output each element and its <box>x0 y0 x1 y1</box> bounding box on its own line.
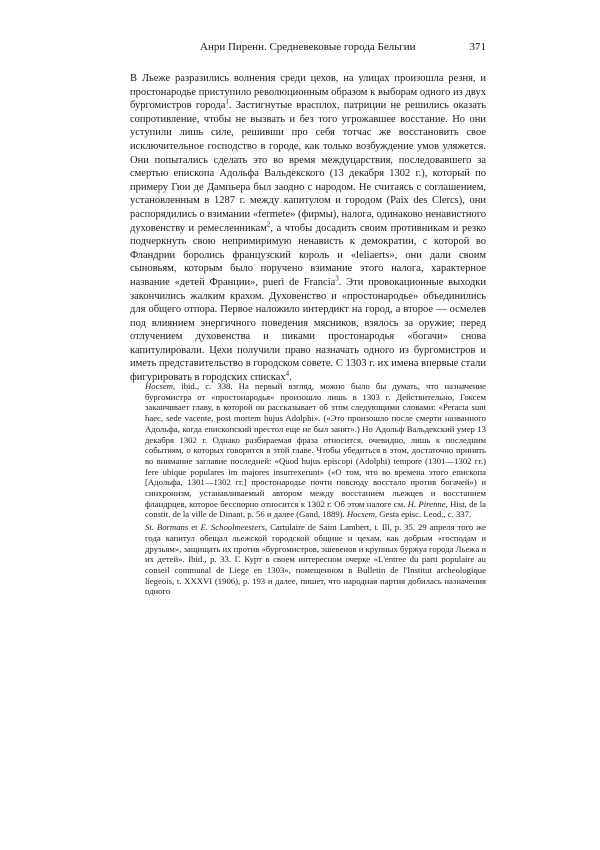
footnote-ref-3: 3 <box>335 274 339 283</box>
footnote-2 <box>145 522 486 597</box>
body-text: . Застигнутые врасплох, патриции не решились оказать сопротивление, чтобы не вызвать и без того угрожавшее восстание. Но они уступили лишь силе, решивши про себя тотчас же восстановить свое исключительное господство в городе, как только возбуждение умов уляжется. Они попытались сделать это во время междуцарствия, последовавшего за смертью епископа Адольфа Вальдекского (13 декабря 1302 г.), который по примеру Гюи де Дампьера был заодно с народом. Не считаясь с соглашением, установленным в 1287 г. между капитулом и городом (Paix des Clercs), они распорядились о взимании «fermete» (фирмы), налога, одинаково ненавистного духовенству и ремесленникам <box>130 100 486 234</box>
footnote-ref-1: 1 <box>225 97 229 106</box>
footnote-1 <box>145 381 486 520</box>
running-title: Анри Пиренн. Средневековые города Бельгии <box>200 41 416 53</box>
main-text <box>130 72 486 385</box>
body-text: В Льеже разразились волнения среди цехов, на улицах произошла резня, и простонародье приступило революционным образом к выборам одного из двух бургомистров города <box>130 73 486 112</box>
footnote-text: Cartulaire de Saint Lambert, t. Ill, p. 35. 29 апреля того же года капитул обещал льежской городской общине и цехам, как добрым «господам и друзьям», защищать их против «бургомистров, эшевенов и крупных буржуа города Льежа и их детей». Ibid., p. 33. Г. Курт в своем интересном очерке «L'entree du parti populaire au conseil communal de Liege en 1303», помещенном в Bulletin de l'Institut archeologique liegeois, t. XXXVI (1906), p. 193 и далее, пишет, что народная партия добилась назначения одного <box>145 522 486 597</box>
footnote-author: St. Bormans <box>145 522 189 533</box>
footnote-ref-2: 2 <box>266 220 271 229</box>
body-text: , а чтобы досадить своим противникам и резко подчеркнуть свою непримиримую ненависть к демократии, с которой во Фландрии боролись французский король и «leliaerts», они дали своим сыновьям, которым было поручено взимание этого налога, характерное название «детей Франции», pueri de Francia <box>130 222 486 288</box>
footnotes <box>145 381 486 599</box>
footnote-text: ibid., с. 338. На первый взгляд, можно было бы думать, что назначение бургомистра от «простонародья» произошло лишь в 1303 г. Действительно, Гоксем заканчивает главу, в которой он рассказывает об этом следующими словами: «Peracta sunt haec, sede vacente, post mortem hujus Adolphi». («Это произошло после смерти названного Адольфа, когда епископский престол еще не был занят».) Но Адольф Вальдекский умер 13 декабря 1302 г. Однако разбираемая фраза относится, очевидно, лишь к последним событиям, о которых говорится в этой главе. Чтобы убедиться в этом, достаточно принять во внимание заглавие последней: «Quod hujus episcopi (Adolphi) tempore (1301—1302 гг.) fere ubique populares im majores insurrexerunt» («О том, что во времена этого епископа [Адольфа, 1301—1302 гг.] простонародье почти повсюду восстало против богачей») и синхронизм, устанавливаемый автором между восстанием льежцев и восстанием фландрцев, которое бесспорно относится к 1302 г. Об этом налоге см. <box>145 381 486 509</box>
footnote-text: et <box>188 522 201 533</box>
page-number: 371 <box>469 41 486 53</box>
footnote-author: H. Pirenne, <box>407 498 448 509</box>
footnote-text: Gesta episc. Leod., с. 337. <box>377 509 472 520</box>
footnote-ref-4: 4 <box>285 369 290 378</box>
footnote-author: E. Schoolmeesters, <box>200 522 268 533</box>
body-text: . <box>289 372 292 384</box>
footnote-author: Hocsem, <box>346 509 378 520</box>
footnote-author: Hocsem, <box>145 381 176 391</box>
body-paragraph <box>130 72 486 385</box>
footnote-text: Hist, de la constit. de la ville de Dinant, p. 56 и далее (Gand, 1889). <box>145 498 487 520</box>
body-text: . Эти провокационные выходки закончились жалким крахом. Духовенство и «простонародье» объединились для общего отпора. Первое наложило интердикт на город, а второе — осмелев под влиянием энергичного поведения мясников, взялось за оружие; перед отлучением духовенства и пиками простонародья «богачи» снова капитулировали. Цехи получили право назначать одного из бургомистров и иметь представительство в городском совете. С 1303 г. их имена впервые стали фигурировать в городских списках <box>130 276 487 384</box>
